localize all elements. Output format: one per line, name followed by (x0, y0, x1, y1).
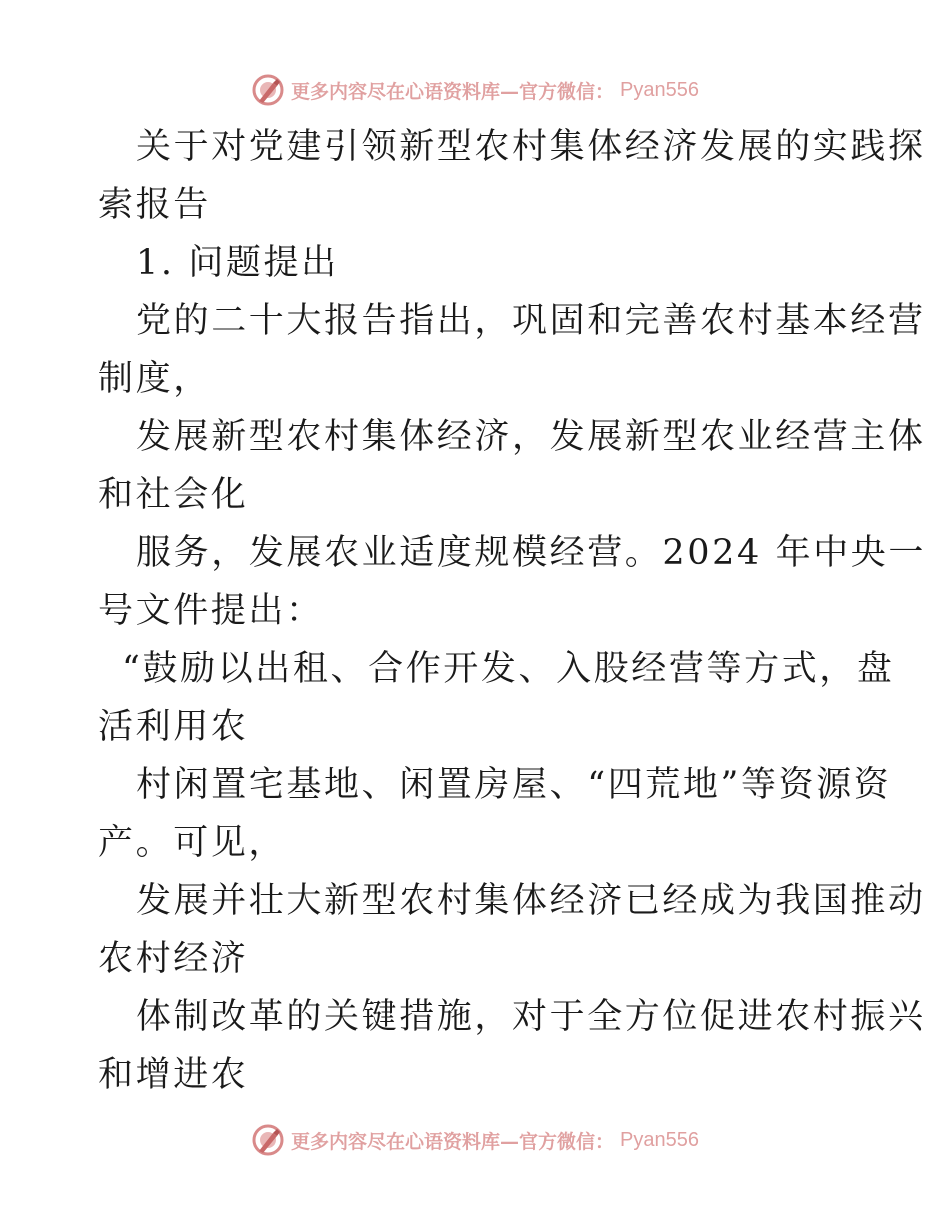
paragraph-line: 活利用农 (98, 707, 249, 747)
paragraph-line: 农村经济 (98, 939, 249, 979)
paragraph-line: 和社会化 (98, 475, 249, 515)
paragraph-line: 制度， (98, 359, 211, 399)
paragraph-line: 产。可见， (98, 823, 287, 863)
paragraph-line: 体制改革的关键措施，对于全方位促进农村振兴 (136, 997, 926, 1037)
paragraph-line: 发展新型农村集体经济，发展新型农业经营主体 (136, 417, 926, 457)
watermark-footer (0, 1120, 950, 1160)
pen-logo-icon (251, 73, 285, 107)
paragraph-line: 和增进农 (98, 1055, 249, 1095)
title-line-1: 关于对党建引领新型农村集体经济发展的实践探 (136, 127, 926, 167)
paragraph-line: 服务，发展农业适度规模经营。2024 年中央一 (136, 533, 926, 573)
document-body (98, 118, 926, 1104)
paragraph-line: 号文件提出： (98, 591, 324, 631)
paragraph-line: “鼓励以出租、合作开发、入股经营等方式，盘 (122, 649, 895, 689)
title-line-2: 索报告 (98, 185, 211, 225)
watermark-header (0, 70, 950, 110)
paragraph-line: 发展并壮大新型农村集体经济已经成为我国推动 (136, 881, 926, 921)
paragraph-line: 党的二十大报告指出，巩固和完善农村基本经营 (136, 301, 926, 341)
pen-logo-icon (251, 1123, 285, 1157)
section-heading: 1. 问题提出 (136, 243, 339, 283)
paragraph-line: 村闲置宅基地、闲置房屋、“四荒地”等资源资 (136, 765, 892, 805)
watermark-text: 更多内容尽在心语资料库—官方微信： (291, 80, 615, 103)
watermark-wechat-id: Pyan556 (620, 78, 699, 101)
watermark-wechat-id: Pyan556 (620, 1128, 699, 1151)
watermark-text: 更多内容尽在心语资料库—官方微信： (291, 1130, 615, 1153)
